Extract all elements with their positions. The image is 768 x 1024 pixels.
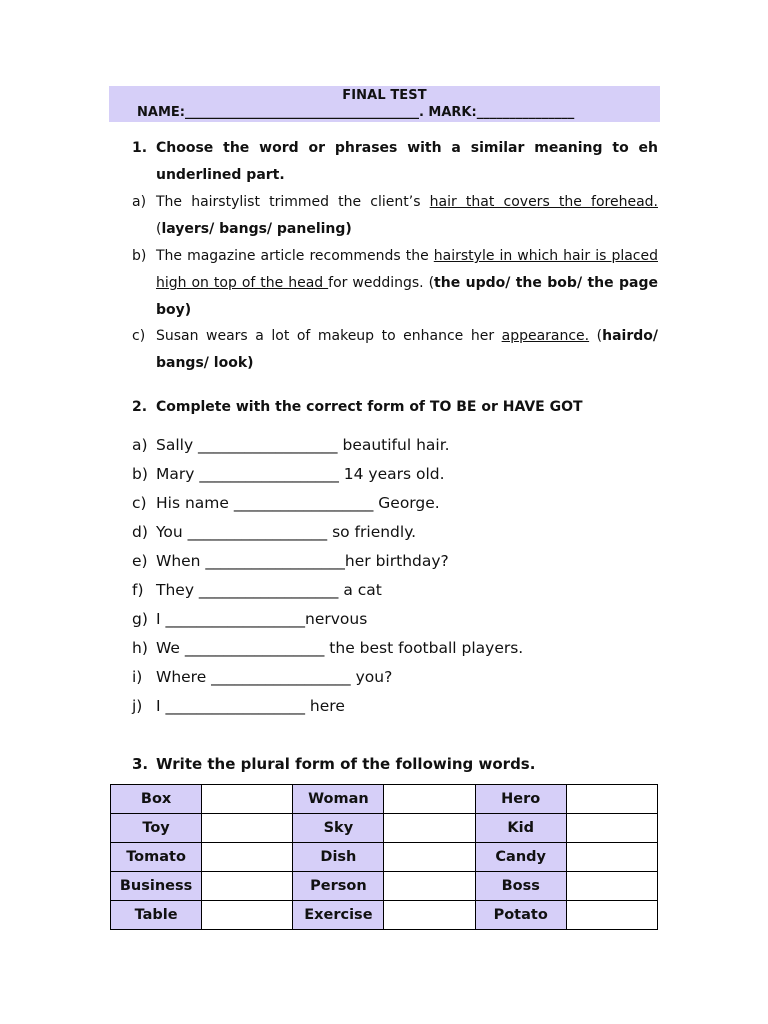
word-cell: Boss: [475, 872, 566, 901]
answer-cell[interactable]: [384, 843, 475, 872]
word-cell: Business: [111, 872, 202, 901]
test-title: FINAL TEST: [342, 88, 427, 103]
item-letter: j): [132, 697, 143, 715]
underlined-phrase: hair that covers the forehead.: [429, 194, 658, 210]
item-letter: b): [132, 248, 147, 264]
answer-cell[interactable]: [202, 901, 293, 930]
item-letter: a): [132, 436, 148, 454]
question-2-title: Complete with the correct form of TO BE or HAVE GOT: [156, 399, 583, 415]
answer-cell[interactable]: [384, 901, 475, 930]
fill-blank-sentence: When __________________her birthday?: [156, 552, 449, 570]
answer-cell[interactable]: [202, 843, 293, 872]
item-text: Susan wears a lot of makeup to enhance her appearance. (hairdo/ bangs/ look): [156, 328, 658, 371]
item-text: The magazine article recommends the hairstyle in which hair is placed high on top of the head for weddings. (the updo/ the bob/ the page boy): [156, 248, 658, 318]
word-cell: Dish: [293, 843, 384, 872]
answer-cell[interactable]: [566, 843, 657, 872]
question-2-number: 2.: [132, 399, 148, 415]
item-letter: d): [132, 523, 148, 541]
word-cell: Toy: [111, 814, 202, 843]
underlined-phrase: appearance.: [501, 328, 590, 344]
fill-blank-sentence: We __________________ the best football players.: [156, 639, 524, 657]
question-1-title: Choose the word or phrases with a similar meaning to eh underlined part.: [156, 140, 658, 183]
answer-cell[interactable]: [384, 785, 475, 814]
question-3-number: 3.: [132, 755, 149, 773]
table-row: [111, 785, 658, 814]
item-letter: a): [132, 194, 147, 210]
word-cell: Candy: [475, 843, 566, 872]
answer-cell[interactable]: [566, 785, 657, 814]
fill-blank-sentence: Where __________________ you?: [156, 668, 393, 686]
name-mark-line: NAME:____________________________________. MARK:_______________: [137, 105, 575, 120]
word-cell: Hero: [475, 785, 566, 814]
item-letter: c): [132, 494, 147, 512]
answer-cell[interactable]: [202, 872, 293, 901]
table-row: [111, 814, 658, 843]
plural-table: [110, 784, 658, 930]
word-cell: Box: [111, 785, 202, 814]
item-text: The hairstylist trimmed the client’s hair that covers the forehead. (layers/ bangs/ paneling): [156, 194, 658, 237]
answer-cell[interactable]: [384, 872, 475, 901]
fill-blank-sentence: I __________________nervous: [156, 610, 368, 628]
word-cell: Kid: [475, 814, 566, 843]
fill-blank-sentence: They __________________ a cat: [156, 581, 382, 599]
word-cell: Woman: [293, 785, 384, 814]
item-letter: c): [132, 328, 146, 344]
answer-cell[interactable]: [202, 785, 293, 814]
fill-blank-sentence: I __________________ here: [156, 697, 345, 715]
word-cell: Table: [111, 901, 202, 930]
table-row: [111, 872, 658, 901]
word-cell: Potato: [475, 901, 566, 930]
item-letter: e): [132, 552, 148, 570]
answer-cell[interactable]: [202, 814, 293, 843]
word-cell: Tomato: [111, 843, 202, 872]
item-letter: h): [132, 639, 148, 657]
answer-cell[interactable]: [566, 814, 657, 843]
answer-options: the updo/ the bob/ the page boy): [156, 275, 658, 318]
fill-blank-sentence: Mary __________________ 14 years old.: [156, 465, 445, 483]
word-cell: Sky: [293, 814, 384, 843]
answer-options: layers/ bangs/ paneling): [161, 221, 352, 237]
item-letter: i): [132, 668, 143, 686]
fill-blank-sentence: You __________________ so friendly.: [156, 523, 417, 541]
test-header: [109, 86, 660, 122]
answer-cell[interactable]: [384, 814, 475, 843]
word-cell: Exercise: [293, 901, 384, 930]
answer-options: hairdo/ bangs/ look): [156, 328, 658, 371]
item-letter: b): [132, 465, 148, 483]
table-row: [111, 901, 658, 930]
answer-cell[interactable]: [566, 872, 657, 901]
answer-cell[interactable]: [566, 901, 657, 930]
question-1-number: 1.: [132, 140, 148, 156]
fill-blank-sentence: Sally __________________ beautiful hair.: [156, 436, 450, 454]
item-letter: g): [132, 610, 148, 628]
fill-blank-sentence: His name __________________ George.: [156, 494, 440, 512]
question-3-title: Write the plural form of the following words.: [156, 755, 536, 773]
word-cell: Person: [293, 872, 384, 901]
underlined-phrase: hairstyle in which hair is placed high on top of the head: [156, 248, 658, 291]
table-row: [111, 843, 658, 872]
item-letter: f): [132, 581, 144, 599]
